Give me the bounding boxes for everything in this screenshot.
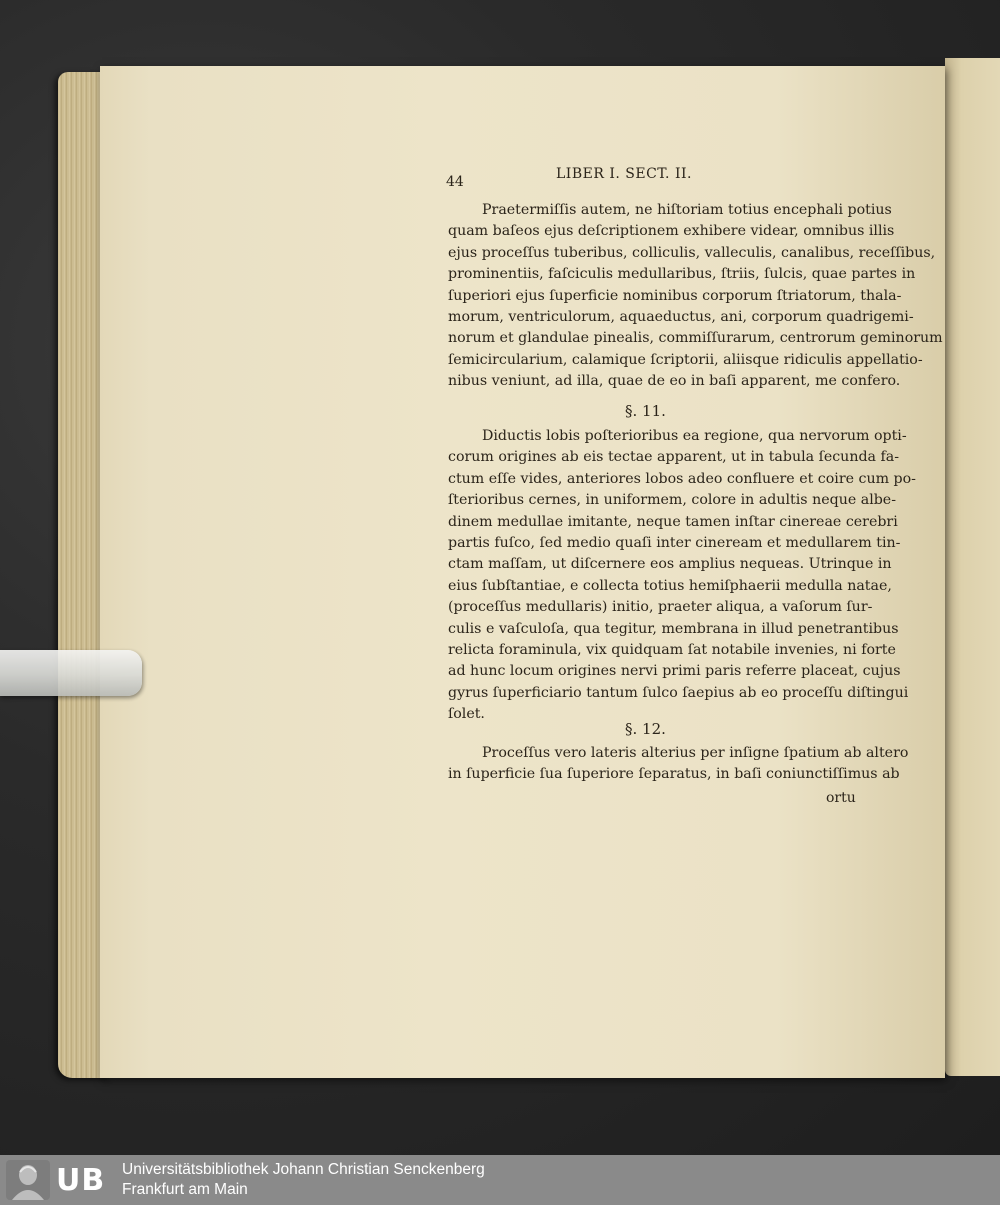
text-line: ſemicircularium, calamique ſcriptorii, aliisque ridiculis appellatio- [448,351,923,368]
paragraph-1 [448,200,943,393]
text-line: prominentiis, faſciculis medullaribus, ſtriis, ſulcis, quae partes in [448,266,916,283]
text-line: morum, ventriculorum, aquaeductus, ani, corporum quadrigemi- [448,309,914,326]
logo-text: UB [56,1162,106,1198]
running-head: LIBER I. SECT. II. [556,166,692,182]
text-line: Diductis lobis poſterioribus ea regione, qua nervorum opti- [482,428,907,444]
text-line: ſuperiori ejus ſuperficie nominibus corporum ſtriatorum, thala- [448,287,902,304]
text-line: culis e vaſculoſa, qua tegitur, membrana in illud penetrantibus [448,620,899,637]
text-line: in ſuperficie ſua ſuperiore ſeparatus, in baſi coniunctiſſimus ab [448,766,900,783]
text-line: eius ſubſtantiae, e collecta totius hemiſphaerii medulla natae, [448,577,892,594]
next-page-edge [945,58,1000,1076]
text-line: nibus veniunt, ad illa, quae de eo in baſi apparent, me confero. [448,373,901,390]
section-heading-11: §. 11. [625,402,666,420]
paragraph-3 [448,743,909,786]
footer-text [122,1160,485,1200]
library-footer [0,1155,1000,1205]
text-line: ctam maſſam, ut diſcernere eos amplius nequeas. Utrinque in [448,556,892,573]
text-line: ctum eſſe vides, anteriores lobos adeo confluere et coire cum po- [448,470,916,487]
footer-line-1: Universitätsbibliothek Johann Christian Senckenberg [122,1161,485,1178]
text-line: ejus proceſſus tuberibus, colliculis, valleculis, canalibus, receſſibus, [448,244,936,261]
catchword: ortu [826,790,856,806]
bookmark-strip [0,650,142,696]
text-line: ſolet. [448,706,485,723]
text-line: norum et glandulae pinealis, commiſſurarum, centrorum geminorum [448,330,943,347]
text-line: partis fuſco, ſed medio quaſi inter cineream et medullarem tin- [448,535,901,552]
page-number: 44 [446,174,464,190]
text-line: ſterioribus cernes, in uniformem, colore in adultis neque albe- [448,492,897,509]
text-line: (proceſſus medullaris) initio, praeter aliqua, a vaſorum ſur- [448,599,873,616]
portrait-icon [6,1160,50,1200]
text-line: gyrus ſuperficiario tantum ſulco ſaepius ab eo proceſſu diſtingui [448,684,909,701]
text-line: relicta foraminula, vix quidquam ſat notabile invenies, ni forte [448,642,896,659]
text-line: quam baſeos ejus deſcriptionem exhibere videar, omnibus illis [448,223,895,240]
library-logo[interactable] [6,1160,114,1200]
footer-line-2: Frankfurt am Main [122,1181,248,1198]
section-heading-12: §. 12. [625,720,666,738]
text-line: Praetermiſſis autem, ne hiſtoriam totius encephali potius [482,202,892,218]
text-line: Proceſſus vero lateris alterius per inſigne ſpatium ab altero [482,745,909,761]
text-line: corum origines ab eis tectae apparent, ut in tabula ſecunda fa- [448,449,900,466]
text-line: ad hunc locum origines nervi primi paris referre placeat, cujus [448,663,901,680]
paragraph-2 [448,426,916,726]
text-line: dinem medullae imitante, neque tamen inſtar cinereae cerebri [448,513,898,530]
